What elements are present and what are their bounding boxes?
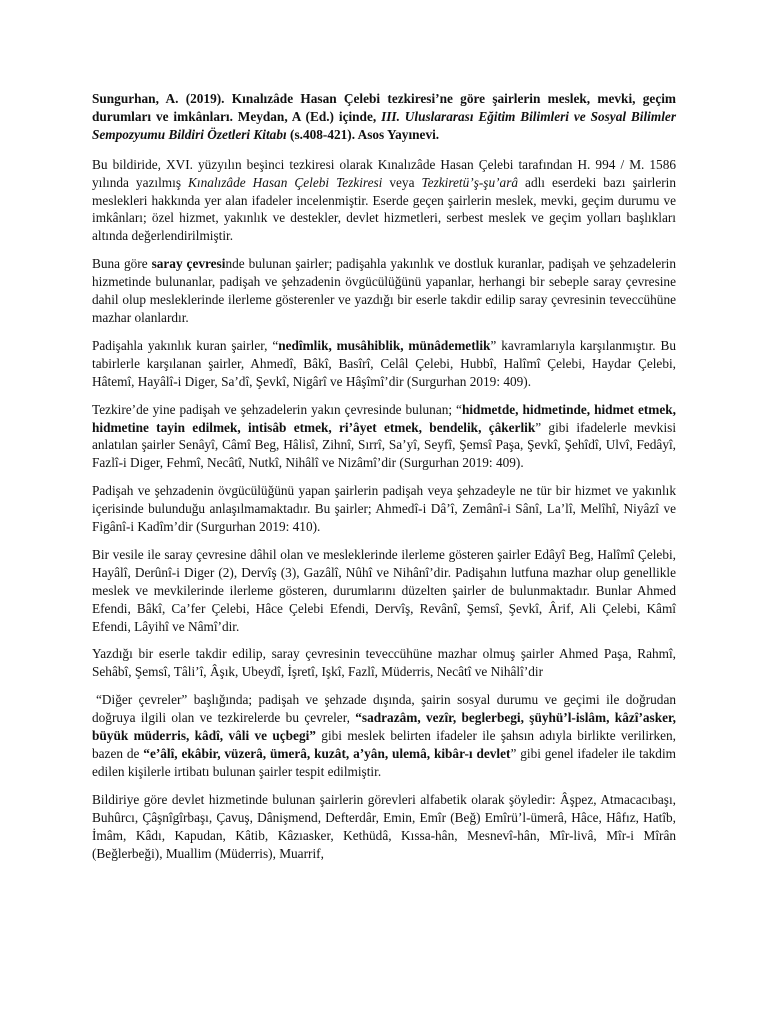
paragraph-9 [92,791,676,863]
paragraph-4-text-c: ” gibi ifadelerle mevkisi anlatılan şairler Senâyî, Câmî Beg, Hâlisî, Zihnî, Sırrî, Sa’yî, Seyfî, Şemsî Paşa, Şevkî, Şehîdî, Ulvî, Fedâyî, Fazlî-i Diger, Fehmî, Necâtî, Nutkî, Nihâlî ve Nizâmî’dir (Surgurhan 2019: 409). [92,419,677,471]
citation-book-title: III. Uluslararası Eğitim Bilimleri ve Sosyal Bilimler Sempozyumu Bildiri Özetleri Kitabı [92,108,676,142]
paragraph-3-text-c: ” kavramlarıyla karşılanmıştır. Bu tabirlerle karşılanan şairler, Ahmedî, Bâkî, Basîrî, Celâl Çelebi, Hubbî, Halîmî Çelebi, Haydar Çelebi, Hâtemî, Hayâlî-i Diger, Sa’dî, Şevkî, Nigârî ve Hâşîmî’dir (Surgurhan 2019: 409). [92,337,676,389]
paragraph-8-bold-general-terms: “e’âlî, ekâbir, vüzerâ, ümerâ, kuzât, a’yân, ulemâ, kibâr-ı devlet [143,746,511,761]
citation-paragraph [92,90,676,144]
paragraph-4-text-a: Tezkire’de yine padişah ve şehzadelerin yakın çevresinde bulunan; “ [92,401,462,417]
paragraph-1-text-b: veya [382,174,422,190]
paragraph-2-text-c: nde bulunan şairler; padişahla yakınlık ve dostluk kuranlar, padişah ve şehzadelerin hizmetinde bulunanlar, padişah ve şehzadenin övgücülüğünü yapanlar, herhangi bir sebeple saray çevresine dahil olup mesleklerinde ilerleme gösterenler ve yazdığı bir eserle takdir edilip saray çevresinin teveccühüne mazhar olanlardır. [92,256,677,325]
paragraph-2 [92,255,676,327]
paragraph-6 [92,546,676,636]
paragraph-2-text-a: Buna göre [92,256,152,272]
paragraph-8 [92,691,676,781]
paragraph-8-text-c: gibi meslek belirten ifadeler ile şahsın adıyla birlikte verilirken, bazen de [92,728,676,761]
paragraph-4 [92,401,676,473]
paragraph-1-italic-alt-title: Tezkiretü’ş-şu’arâ [421,174,519,190]
citation-authors: Sungurhan, A. (2019). [92,91,225,106]
paragraph-6-text: Bir vesile ile saray çevresine dâhil olan ve mesleklerinde ilerleme gösteren şairler Edâyî Beg, Halîmî Çelebi, Hayâlî, Derûnî-i Diger (2), Dervîş (3), Gazâlî, Nûhî ve Nihânî’dir. Padişahın lutfuna mazhar olup genellikle meslek ve mevkilerinde ilerleme gösteren, durumlarını düzelten şairler de bulunmaktadır. Bunlar Ahmed Efendi, Bâkî, Ca’fer Çelebi, Hâce Çelebi Efendi, Dervîş, Revânî, Şemsî, Şevkî, Ârif, Ali Çelebi, Kâmî Efendi, Lâyihî ve Nâmî’dir. [92,546,676,634]
paragraph-7-text: Yazdığı bir eserle takdir edilip, saray çevresinin teveccühüne mazhar olmuş şairler Ahmed Paşa, Rahmî, Sehâbî, Şemsî, Tâli’î, Âşık, Ubeydî, İşretî, Işkî, Fazlî, Müderris, Necâtî ve Nihâlî’dir [92,646,676,680]
citation-title: Kınalızâde Hasan Çelebi tezkiresi’ne göre şairlerin meslek, mevki, geçim durumları ve imkânları. Meydan, A (Ed.) içinde, [92,91,676,124]
paragraph-3-text-a: Padişahla yakınlık kuran şairler, “ [92,337,279,353]
paragraph-3 [92,337,676,391]
paragraph-1-text-a: Bu bildiride, XVI. yüzyılın beşinci tezkiresi olarak Kınalızâde Hasan Çelebi tarafından H. 994 / M. 1586 yılında yazılmış [92,156,676,190]
citation-pages-publisher: (s.408-421). Asos Yayınevi. [290,126,440,142]
paragraph-1-italic-title: Kınalızâde Hasan Çelebi Tezkiresi [188,174,383,190]
paragraph-7 [92,645,676,681]
paragraph-1-text-c: adlı eserdeki bazı şairlerin meslekleri hakkında yer alan ifadeler incelenmiştir. Eserde geçen şairlerin meslek, mevki, geçim durumu ve imkânları; özel hizmet, yakınlık ve destekler, devlet hizmetleri, serbest meslek ve geçim yolları başlıkları altında değerlendirilmiştir. [92,174,677,244]
paragraph-5-text: Padişah ve şehzadenin övgücülüğünü yapan şairlerin padişah veya şehzadeyle ne tür bir hizmet ve yakınlık içerisinde bulunduğu anlaşılmamaktadır. Bu şairler; Ahmedî-i Dâ’î, Zemânî-i Sânî, La’lî, Melîhî, Niyâzî ve Figânî-i Kadîm’dir (Surgurhan 2019: 410). [92,483,676,535]
paragraph-9-text: Bildiriye göre devlet hizmetinde bulunan şairlerin görevleri alfabetik olarak şöyledir: Âşpez, Atmacacıbaşı, Buhûrcı, Çâşnîgîrbaşı, Çavuş, Dânişmend, Defterdâr, Emin, Emîr (Beğ) Emîrü’l-ümerâ, Hâce, Hâfız, Hatîb, İmâm, Kâdı, Kapudan, Kâtib, Kâzıasker, Kethüdâ, Kıssa-hân, Mesnevî-hân, Mîr-livâ, Mîr-i Mîrân (Beğlerbeği), Muallim (Müderris), Muarrif, [92,791,676,861]
paragraph-8-text-d: ” gibi genel ifadeler ile takdim edilen kişilerle irtibatı bulunan şairler tespit edilmiştir. [92,746,676,779]
document-body [92,90,676,872]
paragraph-8-bold-professions: “sadrazâm, vezîr, beglerbegi, şüyhü’l-islâm, kâzî’asker, büyük müderris, kâdî, vâli ve uçbegi” [92,710,676,744]
paragraph-1 [92,156,676,246]
paragraph-2-bold-term: saray çevresi [151,256,226,272]
paragraph-4-bold-terms: hidmetde, hidmetinde, hidmet etmek, hidmetine tayin edilmek, intisâb etmek, ri’âyet etmek, bendelik, çâkerlik [92,401,676,435]
paragraph-5 [92,482,676,536]
paragraph-3-bold-terms: nedîmlik, musâhiblik, münâdemetlik [278,337,491,353]
paragraph-8-text-a: “Diğer çevreler” başlığında; padişah ve şehzade dışında, şairin sosyal durumu ve geçimi ile doğrudan doğruya ilgili olan ve tezkirelerde bu çevreler, [92,692,676,726]
